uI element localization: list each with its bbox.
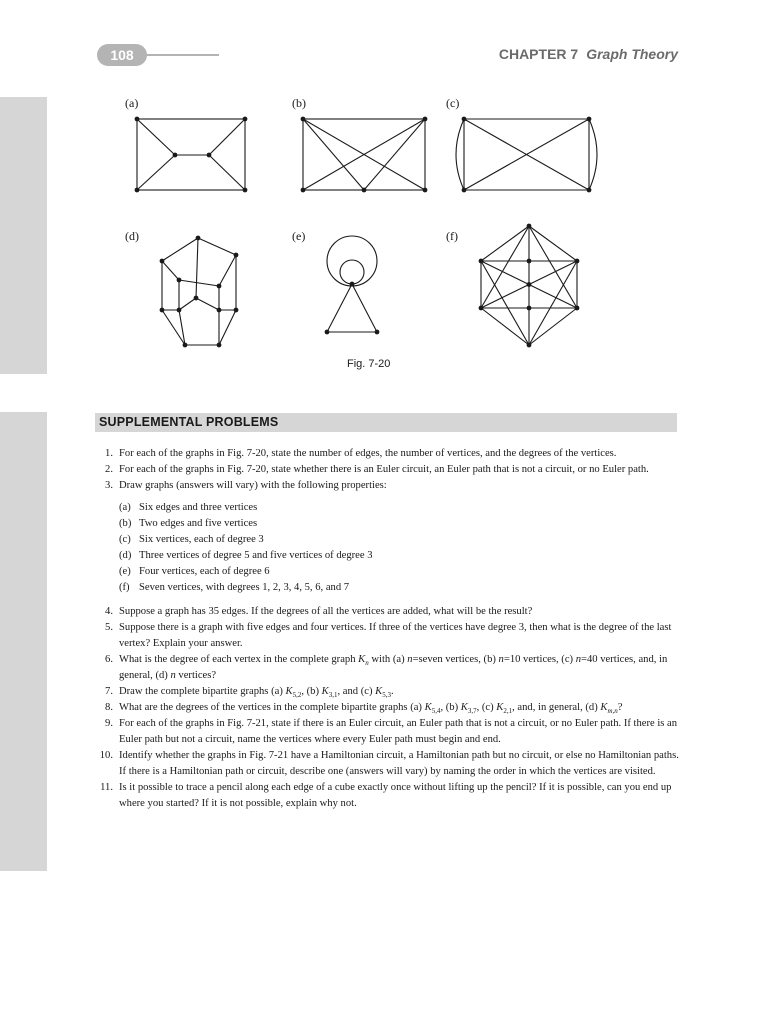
item-label: (a)	[119, 502, 131, 513]
problem-number: 7.	[105, 686, 113, 697]
page-number-badge: 108	[97, 44, 147, 66]
problem-text: For each of the graphs in Fig. 7-20, state the number of edges, the number of vertices, and the degrees of the vertices.	[119, 448, 617, 459]
item-label: (e)	[119, 566, 131, 577]
item-text: Six vertices, each of degree 3	[139, 534, 264, 545]
chapter-label: CHAPTER 7	[498, 46, 579, 62]
problem-text: Draw graphs (answers will vary) with the following properties:	[119, 480, 387, 491]
problem-number: 6.	[105, 654, 113, 665]
problem-number: 3.	[105, 480, 113, 491]
problem-3	[95, 478, 679, 494]
problem-10	[95, 748, 679, 780]
list-item	[119, 564, 679, 580]
list-item	[119, 500, 679, 516]
item-label: (b)	[119, 518, 132, 529]
graph-vertices	[135, 117, 592, 348]
graph-c	[456, 119, 597, 190]
item-text: Seven vertices, with degrees 1, 2, 3, 4, 5, 6, and 7	[139, 582, 350, 593]
problem-number: 1.	[105, 448, 113, 459]
graph-label-d: (d)	[125, 229, 139, 243]
problem-number: 8.	[105, 702, 113, 713]
problem-number: 4.	[105, 606, 113, 617]
problem-1	[95, 446, 679, 462]
problem-7	[95, 684, 679, 700]
problem-text: Suppose there is a graph with five edges and four vertices. If three of the vertices have degree 3, then what is the degree of the last vertex? Explain your answer.	[119, 622, 672, 649]
problem-list	[95, 446, 679, 812]
problem-3-sublist	[95, 500, 679, 596]
problem-text: Is it possible to trace a pencil along each edge of a cube exactly once without lifting up the pencil? If it is possible, can you end up where you started? If it is not possible, explain why not.	[119, 782, 672, 809]
problem-8	[95, 700, 679, 716]
problem-number: 10.	[99, 750, 113, 761]
item-label: (d)	[119, 550, 132, 561]
chapter-title: Graph Theory	[586, 46, 678, 62]
problem-text: What are the degrees of the vertices in the complete bipartite graphs (a) $K_{5,4}$, (b) $K_{3,7}$, (c) $K_{2,1}$, and, in general, (d) $K_{m,n}$?	[119, 702, 623, 716]
problem-5	[95, 620, 679, 652]
side-margin-tab	[0, 412, 47, 871]
problem-9	[95, 716, 679, 748]
problem-text: Draw the complete bipartite graphs (a) $K_{5,2}$, (b) $K_{3,1}$, and (c) $K_{5,3}$.	[119, 686, 394, 700]
item-text: Three vertices of degree 5 and five vertices of degree 3	[139, 550, 373, 561]
problem-text: Suppose a graph has 35 edges. If the degrees of all the vertices are added, what will be the result?	[119, 606, 533, 617]
item-text: Two edges and five vertices	[139, 518, 258, 529]
graph-a	[137, 119, 245, 190]
item-text: Four vertices, each of degree 6	[139, 566, 270, 577]
section-header	[95, 413, 677, 432]
problem-text: For each of the graphs in Fig. 7-20, state whether there is an Euler circuit, an Euler path that is not a circuit, or no Euler path.	[119, 464, 649, 475]
item-text: Six edges and three vertices	[139, 502, 258, 513]
problem-2	[95, 462, 679, 478]
graph-label-b: (b)	[292, 96, 306, 110]
problem-number: 5.	[105, 622, 113, 633]
list-item	[119, 580, 679, 596]
graph-d	[162, 238, 236, 345]
problem-number: 2.	[105, 464, 113, 475]
problem-6	[95, 652, 679, 684]
graph-label-e: (e)	[292, 229, 306, 243]
figure-graphs	[0, 0, 771, 400]
problem-11	[95, 780, 679, 812]
graph-label-f: (f)	[446, 229, 458, 243]
graph-b	[303, 119, 425, 190]
problem-text: Identify whether the graphs in Fig. 7-21 have a Hamiltonian circuit, a Hamiltonian path but no circuit, or else no Hamiltonian paths. If there is a Hamiltonian path or circuit, describe one (answers will vary) by naming the order in which the vertices are visited.	[119, 750, 679, 777]
problem-number: 11.	[100, 782, 113, 793]
graph-label-a: (a)	[125, 96, 139, 110]
problem-text: What is the degree of each vertex in the complete graph $K_n$ with (a) n=seven vertices, (b) n=10 vertices, (c) n=40 vertices, and, in general, (d) n vertices?	[119, 654, 668, 681]
item-label: (f)	[119, 582, 130, 593]
graph-label-c: (c)	[446, 96, 460, 110]
list-item	[119, 516, 679, 532]
list-item	[119, 532, 679, 548]
figure-caption: Fig. 7-20	[347, 358, 391, 370]
item-label: (c)	[119, 534, 131, 545]
problem-number: 9.	[105, 718, 113, 729]
section-title: SUPPLEMENTAL PROBLEMS	[99, 415, 279, 429]
problem-text: For each of the graphs in Fig. 7-21, state if there is an Euler circuit, an Euler path that is not a circuit, or no Euler path. If there is an Euler path but not a circuit, name the vertices where every Euler path must begin and end.	[119, 718, 678, 745]
list-item	[119, 548, 679, 564]
problem-4	[95, 604, 679, 620]
